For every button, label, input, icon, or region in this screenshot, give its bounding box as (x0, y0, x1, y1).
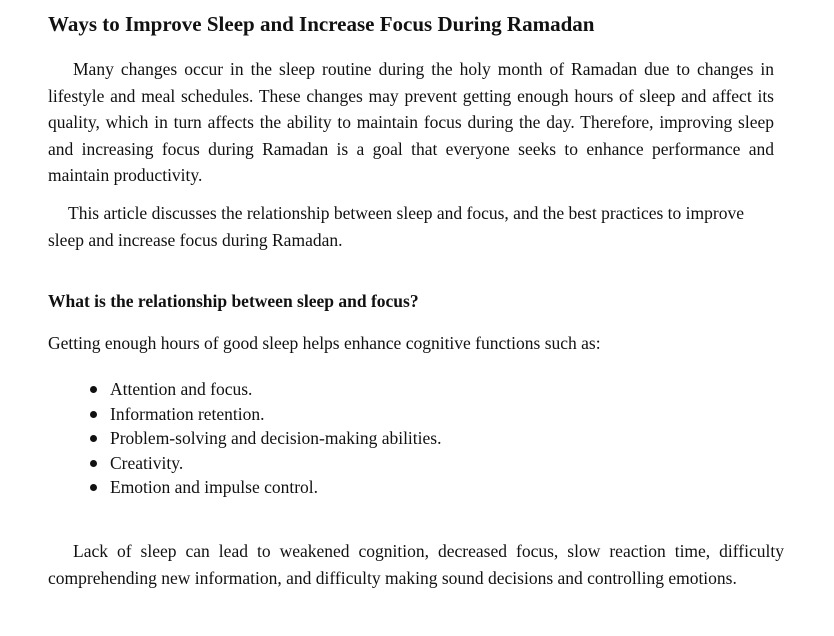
section-lead: Getting enough hours of good sleep helps enhance cognitive functions such as: (48, 333, 601, 353)
intro-paragraph-2: This article discusses the relationship between sleep and focus, and the best practices to improve sleep and increase focus during Ramadan. (48, 203, 744, 250)
intro-paragraph-1: Many changes occur in the sleep routine during the holy month of Ramadan due to changes in lifestyle and meal schedules. These changes may prevent getting enough hours of sleep and affect its quality, which in turn affects the ability to maintain focus during the day. Therefore, improving sleep and increasing focus during Ramadan is a goal that everyone seeks to enhance performance and maintain productivity. (48, 59, 774, 185)
cognitive-functions-list (48, 377, 441, 500)
article-title: Ways to Improve Sleep and Increase Focus During Ramadan (48, 12, 595, 36)
list-item-text: Creativity. (110, 452, 184, 473)
bullet-icon (90, 435, 97, 442)
list-item (48, 426, 441, 451)
section-heading: What is the relationship between sleep and focus? (48, 291, 419, 311)
bullet-icon (90, 484, 97, 491)
bullet-icon (90, 386, 97, 393)
list-item (48, 402, 441, 427)
list-item-text: Attention and focus. (110, 379, 253, 399)
list-item (48, 475, 441, 500)
list-item-text: Problem-solving and decision-making abilities. (110, 428, 442, 449)
bullet-icon (90, 411, 97, 418)
list-item (48, 451, 441, 476)
bullet-icon (90, 460, 97, 467)
list-item-text: Emotion and impulse control. (110, 477, 319, 498)
list-item-text: Information retention. (110, 403, 265, 424)
closing-paragraph: Lack of sleep can lead to weakened cognition, decreased focus, slow reaction time, difficulty comprehending new information, and difficulty making sound decisions and controlling emotions. (48, 541, 784, 588)
list-item (48, 377, 441, 402)
